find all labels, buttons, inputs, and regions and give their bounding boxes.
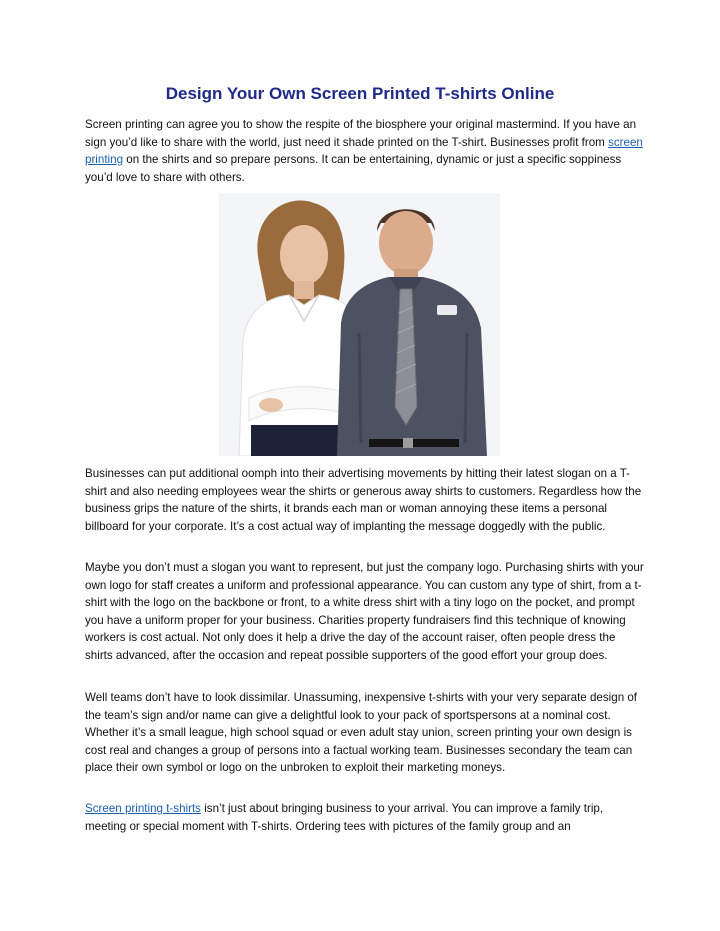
product-photo [219, 193, 500, 456]
document-title: Design Your Own Screen Printed T-shirts Online [165, 84, 555, 103]
paragraph-intro-text-before: Screen printing can agree you to show the respite of the biosphere your original mastermind. If you have an sign you’d like to share with the world, just need it shade printed on the T-shirt. Businesses profit from [85, 118, 637, 149]
paragraph-company-logo: Maybe you don’t must a slogan you want to represent, but just the company logo. Purchasing shirts with your own logo for staff creates a uniform and professional appearance. You can custom any type of shirt, from a t-shirt with the logo on the backbone or front, to a white dress shirt with a tiny logo on the pocket, and prompt you have a uniform proper for your business. Charities property fundraisers find this technique of knowing workers is cost actual. Not only does it help a drive the day of the account raiser, often people dress the shirts advanced, after the occasion and repeat possible supporters of the good effort your group does. [85, 561, 644, 662]
paragraph-intro [85, 116, 645, 186]
man-face [379, 211, 433, 275]
screen-printing-tshirts-link[interactable]: Screen printing t-shirts [85, 802, 201, 815]
paragraph-family [85, 800, 645, 835]
shirt-logo [437, 305, 457, 315]
woman-face [280, 225, 328, 285]
man-belt [369, 439, 459, 447]
paragraph-family-text: isn’t just about bringing business to your arrival. You can improve a family trip, meeting or special moment with T-shirts. Ordering tees with pictures of the family group and an [85, 802, 604, 833]
paragraph-advertising: Businesses can put additional oomph into their advertising movements by hitting their latest slogan on a T-shirt and also needing employees wear the shirts or generous away shirts to customers. Regardless how the business grips the nature of the shirts, it brands each man or woman annoying these items a personal billboard for your corporate. It’s a cost actual way of implanting the message doggedly with the public. [85, 467, 642, 533]
screen-printing-link[interactable]: screen printing [85, 135, 643, 167]
paragraph-intro-text-after: on the shirts and so prepare persons. It can be entertaining, dynamic or just a specific soppiness you’d love to share with others. [85, 153, 622, 184]
paragraph-teams: Well teams don’t have to look dissimilar. Unassuming, inexpensive t-shirts with your very separate design of the team’s sign and/or name can give a delightful look to your pack of sportspersons at a nominal cost. Whether it’s a small league, high school squad or even adult stay union, screen printing your own design is cost real and changes a group of persons into a factual working team. Businesses secondary the team can place their own symbol or logo on the unbroken to exploit their marketing moneys. [85, 691, 638, 775]
